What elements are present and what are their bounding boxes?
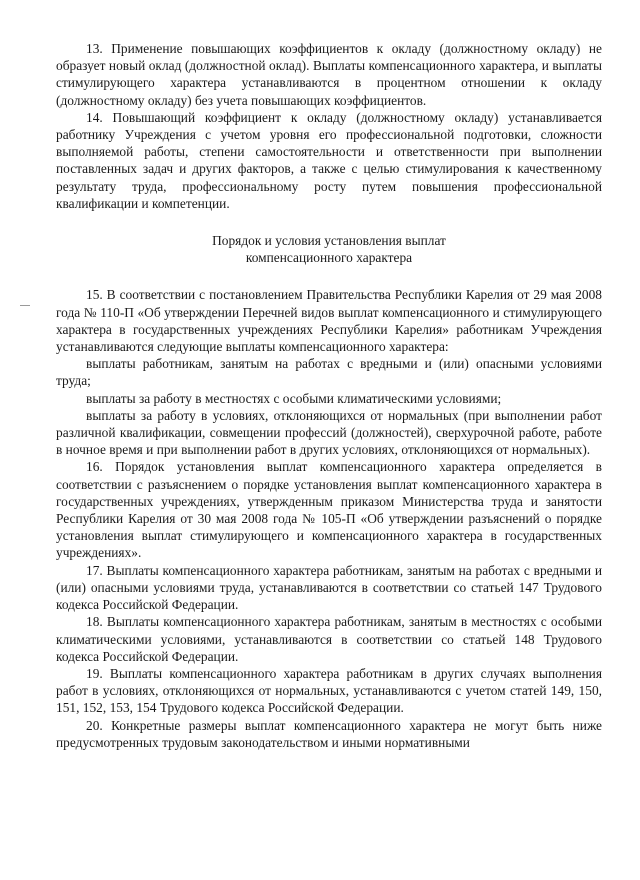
paragraph-19: 19. Выплаты компенсационного характера работникам в других случаях выполнения работ в условиях, отклоняющихся от нормальных, устанавливаются с учетом статей 149, 150, 151, 152, 153, 154 Трудового кодекса Российской Федерации. xyxy=(56,665,602,716)
paragraph-18: 18. Выплаты компенсационного характера работникам, занятым в местностях с особыми климатическими условиями, устанавливаются в соответствии со статьей 148 Трудового кодекса Российской Федерации. xyxy=(56,614,602,664)
paragraph-17: 17. Выплаты компенсационного характера работникам, занятым на работах с вредными и (или) опасными условиями труда, устанавливаются в соответствии со статьей 147 Трудового кодекса Российской Федерации. xyxy=(56,562,602,613)
paragraph-14: 14. Повышающий коэффициент к окладу (должностному окладу) устанавливается работнику Учреждения с учетом уровня его профессиональной подготовки, сложности выполняемой работы, степени самостоятельности и ответственности при выполнении поставленных задач и других факторов, а также с целью стимулирования к качественному результату труда, профессиональному росту путем повышения профессиональной квалификации и компетенции. xyxy=(56,109,602,211)
paragraph-13: 13. Применение повышающих коэффициентов к окладу (должностному окладу) не образует новый оклад (должностной оклад). Выплаты компенсационного характера, и выплаты стимулирующего характера устанавливаются в процентном отношении к окладу (должностному окладу) без учета повышающих коэффициентов. xyxy=(56,41,602,108)
section-heading-line-1: Порядок и условия установления выплат xyxy=(212,233,446,249)
list-item-hazardous-conditions: выплаты работникам, занятым на работах с вредными и (или) опасными условиями труда; xyxy=(56,356,602,389)
list-item-abnormal-conditions: выплаты за работу в условиях, отклоняющихся от нормальных (при выполнении работ различной квалификации, совмещении профессий (должностей), сверхурочной работе, работе в ночное время и при выполнении работ в других условиях, отклоняющихся от нормальных). xyxy=(56,407,602,458)
paragraph-16: 16. Порядок установления выплат компенсационного характера определяется в соответствии с разъяснением о порядке установления выплат компенсационного характера в государственных учреждениях, утвержденным приказом Министерства труда и занятости Республики Карелия от 30 мая 2008 года № 105-П «Об утверждении разъяснений о порядке установления выплат стимулирующего и компенсационного характера в государственных учреждениях». xyxy=(56,459,602,561)
list-item-climatic-conditions: выплаты за работу в местностях с особыми климатическими условиями; xyxy=(86,390,502,406)
section-heading xyxy=(56,232,602,266)
section-heading-line-2: компенсационного характера xyxy=(245,250,413,266)
scan-artifact-mark xyxy=(20,305,30,306)
document-page xyxy=(56,40,602,751)
paragraph-15: 15. В соответствии с постановлением Правительства Республики Карелия от 29 мая 2008 года № 110-П «Об утверждении Перечней видов выплат компенсационного и стимулирующего характера в государственных учреждениях Республики Карелия» работникам Учреждения устанавливаются следующие выплаты компенсационного характера: xyxy=(56,287,602,355)
paragraph-20: 20. Конкретные размеры выплат компенсационного характера не могут быть ниже предусмотренных трудовым законодательством и иными нормативными xyxy=(56,717,602,750)
